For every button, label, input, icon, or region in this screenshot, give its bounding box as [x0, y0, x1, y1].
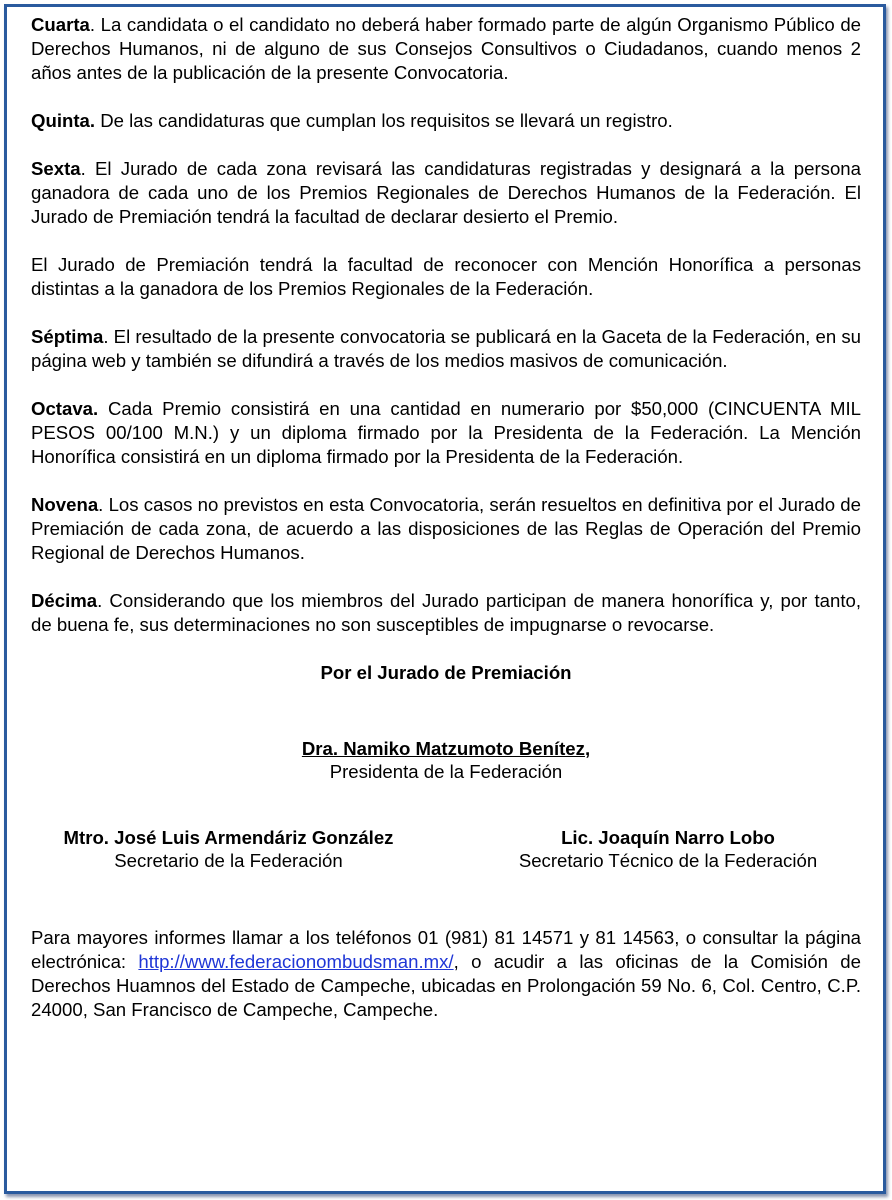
website-link[interactable]: http://www.federacionombudsman.mx/ [138, 951, 454, 972]
contact-footer: Para mayores informes llamar a los teléfonos 01 (981) 81 14571 y 81 14563, o consultar la página electrónica: http://www.federacionombudsman.mx/, o acudir a las oficinas de la Comisión de Derechos Huamnos del Estado de Campeche, ubicadas en Prolongación 59 No. 6, Col. Centro, C.P. 24000, San Francisco de Campeche, Campeche. [31, 927, 861, 1020]
clause-label: Novena [31, 494, 99, 515]
secretaries-signatures [31, 826, 861, 872]
president-signature: Dra. Namiko Matzumoto Benítez, Presidenta de la Federación [31, 737, 861, 783]
clause-label: Octava. [31, 398, 99, 419]
clause-text: El resultado de la presente convocatoria se publicará en la Gaceta de la Federación, en su página web y también se difundirá a través de los medios masivos de comunicación. [31, 326, 861, 371]
secretary-title: Secretario de la Federación [114, 850, 343, 871]
clause-septima: Séptima. El resultado de la presente convocatoria se publicará en la Gaceta de la Federación, en su página web y también se difundirá a través de los medios masivos de comunicación. [31, 326, 861, 371]
secretary-name: Mtro. José Luis Armendáriz González [63, 827, 394, 848]
technical-secretary-title: Secretario Técnico de la Federación [518, 850, 818, 871]
president-name: Dra. Namiko Matzumoto Benítez [301, 738, 585, 759]
clause-label: Cuarta [31, 14, 90, 35]
jury-heading: Por el Jurado de Premiación [320, 662, 572, 683]
clause-quinta [31, 109, 861, 133]
clause-text: La candidata o el candidato no deberá haber formado parte de algún Organismo Público de Derechos Humanos, ni de alguno de sus Consejos Consultivos o Ciudadanos, cuando menos 2 años antes de la publicación de la presente Convocatoria. [31, 14, 861, 83]
clause-text: El Jurado de Premiación tendrá la facultad de reconocer con Mención Honorífica a personas distintas a la ganadora de los Premios Regionales de la Federación. [31, 254, 861, 299]
technical-secretary-signature [473, 826, 863, 872]
clause-text: Cada Premio consistirá en una cantidad en numerario por $50,000 (CINCUENTA MIL PESOS 00/100 M.N.) y un diploma firmado por la Presidenta de la Federación. La Mención Honorífica consistirá en un diploma firmado por la Presidenta de la Federación. [31, 398, 861, 467]
technical-secretary-name: Lic. Joaquín Narro Lobo [561, 827, 775, 848]
clause-text: El Jurado de cada zona revisará las candidaturas registradas y designará a la persona ganadora de cada uno de los Premios Regionales de Derechos Humanos de la Federación. El Jurado de Premiación tendrá la facultad de declarar desierto el Premio. [31, 158, 861, 227]
clause-sexta-continued [31, 253, 861, 301]
clause-text: Los casos no previstos en esta Convocatoria, serán resueltos en definitiva por el Jurado de Premiación de cada zona, de acuerdo a las disposiciones de las Reglas de Operación del Premio Regional de Derechos Humanos. [31, 494, 861, 563]
president-title: Presidenta de la Federación [329, 761, 563, 782]
clause-label: Séptima [31, 326, 104, 347]
clause-cuarta: Cuarta. La candidata o el candidato no deberá haber formado parte de algún Organismo Público de Derechos Humanos, ni de alguno de sus Consejos Consultivos o Ciudadanos, cuando menos 2 años antes de la publicación de la presente Convocatoria. [31, 14, 861, 83]
secretary-signature [31, 826, 426, 872]
clause-novena: Novena. Los casos no previstos en esta Convocatoria, serán resueltos en definitiva por el Jurado de Premiación de cada zona, de acuerdo a las disposiciones de las Reglas de Operación del Premio Regional de Derechos Humanos. [31, 494, 861, 563]
clause-label: Décima [31, 590, 98, 611]
clause-label: Sexta [31, 158, 81, 179]
document-body [31, 13, 861, 1022]
clause-sexta: Sexta. El Jurado de cada zona revisará las candidaturas registradas y designará a la persona ganadora de cada uno de los Premios Regionales de Derechos Humanos de la Federación. El Jurado de Premiación tendrá la facultad de declarar desierto el Premio. [31, 158, 861, 227]
clause-decima: Décima. Considerando que los miembros del Jurado participan de manera honorífica y, por tanto, de buena fe, sus determinaciones no son susceptibles de impugnarse o revocarse. [31, 590, 861, 635]
clause-octava [31, 397, 861, 469]
clause-text: De las candidaturas que cumplan los requisitos se llevará un registro. [95, 110, 673, 131]
clause-label: Quinta. [31, 110, 96, 131]
clause-text: Considerando que los miembros del Jurado participan de manera honorífica y, por tanto, de buena fe, sus determinaciones no son susceptibles de impugnarse o revocarse. [31, 590, 861, 635]
